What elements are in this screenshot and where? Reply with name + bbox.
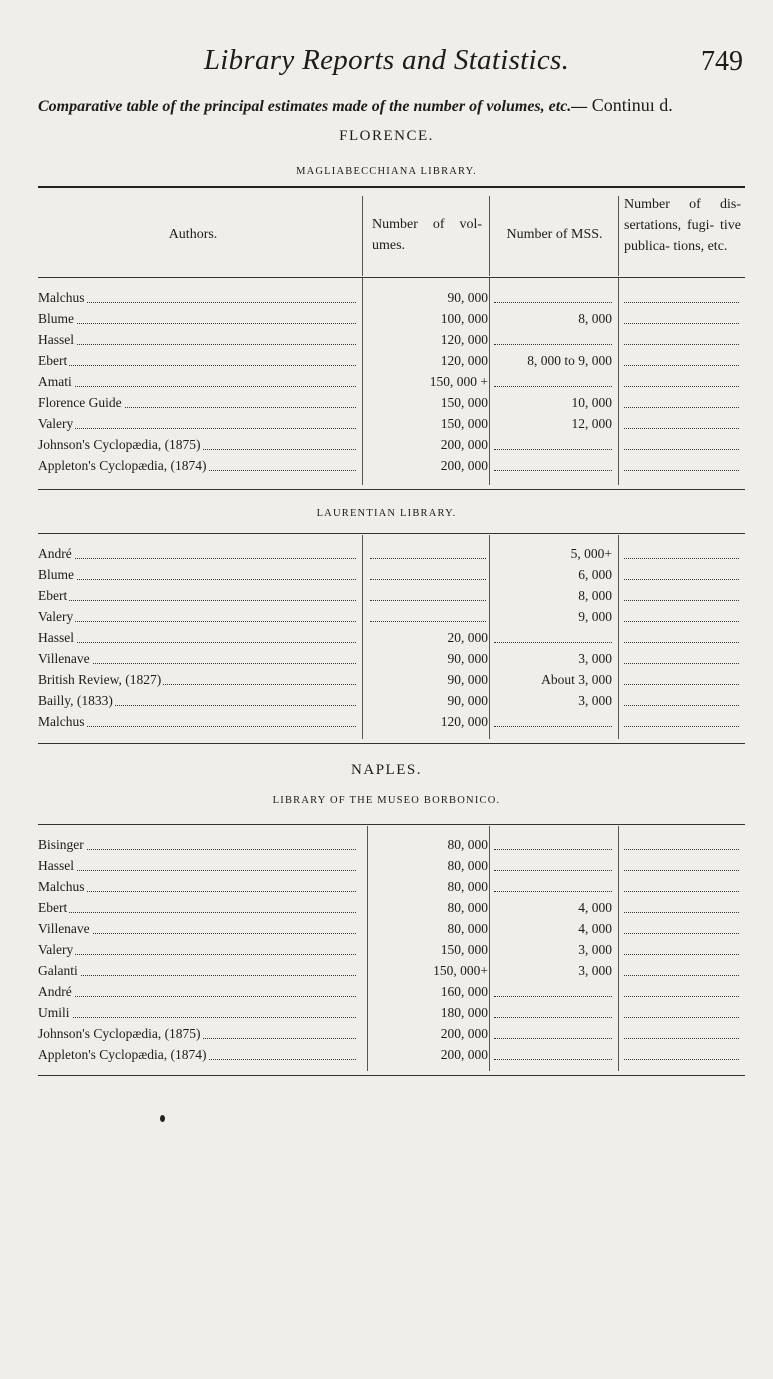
volumes-cell: 160, 000 xyxy=(440,984,488,999)
mss-cell: 4, 000 xyxy=(578,921,612,936)
author-name: Bailly, (1833) xyxy=(38,693,113,708)
dissertations-cell-empty xyxy=(620,350,745,371)
dissertations-cell-empty xyxy=(620,627,745,648)
author-name: Malchus xyxy=(38,879,85,894)
table-row xyxy=(38,287,745,308)
mss-cell-empty xyxy=(494,455,612,476)
mss-cell: 12, 000 xyxy=(571,416,612,431)
dot-leader xyxy=(624,1038,739,1039)
author-cell xyxy=(38,1002,362,1023)
table-row xyxy=(38,690,745,711)
dot-leader xyxy=(494,996,612,997)
dot-leader xyxy=(624,954,739,955)
mss-cell: About 3, 000 xyxy=(541,672,612,687)
table-row xyxy=(38,434,745,455)
dot-leader xyxy=(494,891,612,892)
dissertations-cell-empty xyxy=(620,711,745,732)
table-row xyxy=(38,392,745,413)
dot-leader xyxy=(624,579,739,580)
header-volumes: Number of vol- umes. xyxy=(372,217,482,253)
author-cell xyxy=(38,876,362,897)
dot-leader xyxy=(624,912,739,913)
dot-leader xyxy=(624,996,739,997)
volumes-cell: 80, 000 xyxy=(447,837,488,852)
author-name: Hassel xyxy=(38,630,74,645)
volumes-cell: 80, 000 xyxy=(447,858,488,873)
author-name: Malchus xyxy=(38,714,85,729)
dot-leader xyxy=(38,365,356,366)
table-row xyxy=(38,939,745,960)
author-cell xyxy=(38,543,362,564)
dissertations-cell-empty xyxy=(620,371,745,392)
mss-cell: 3, 000 xyxy=(578,693,612,708)
author-cell xyxy=(38,564,362,585)
dissertations-cell-empty xyxy=(620,981,745,1002)
dissertations-cell-empty xyxy=(620,308,745,329)
dissertations-cell-empty xyxy=(620,287,745,308)
mss-cell: 6, 000 xyxy=(578,567,612,582)
author-cell xyxy=(38,434,362,455)
dot-leader xyxy=(494,849,612,850)
dissertations-cell-empty xyxy=(620,434,745,455)
author-name: Johnson's Cyclopædia, (1875) xyxy=(38,437,201,452)
dot-leader xyxy=(38,912,356,913)
mss-cell: 9, 000 xyxy=(578,609,612,624)
table-row xyxy=(38,711,745,732)
dissertations-cell-empty xyxy=(620,918,745,939)
dot-leader xyxy=(624,386,739,387)
author-name: Ebert xyxy=(38,588,68,603)
table-caption xyxy=(38,95,758,116)
author-name: Valery xyxy=(38,942,74,957)
volumes-cell: 80, 000 xyxy=(447,900,488,915)
mss-cell-empty xyxy=(494,1002,612,1023)
author-name: Villenave xyxy=(38,651,90,666)
author-name: Hassel xyxy=(38,332,74,347)
author-cell xyxy=(38,627,362,648)
author-cell xyxy=(38,711,362,732)
author-cell xyxy=(38,350,362,371)
volumes-cell-empty xyxy=(368,564,488,585)
table-bottom-rule xyxy=(38,1075,745,1076)
library-heading-magliabecchiana: MAGLIABECCHIANA LIBRARY. xyxy=(296,166,477,177)
mss-cell-empty xyxy=(494,1023,612,1044)
mss-cell: 8, 000 xyxy=(578,311,612,326)
author-name: Ebert xyxy=(38,353,68,368)
dissertations-cell-empty xyxy=(620,939,745,960)
volumes-cell: 150, 000 + xyxy=(429,374,488,389)
table-top-rule xyxy=(38,824,745,825)
dot-leader xyxy=(624,849,739,850)
dot-leader xyxy=(370,579,486,580)
author-cell xyxy=(38,585,362,606)
mss-cell: 10, 000 xyxy=(571,395,612,410)
author-name: Malchus xyxy=(38,290,85,305)
table-row xyxy=(38,897,745,918)
table-row xyxy=(38,371,745,392)
table-row xyxy=(38,855,745,876)
volumes-cell-empty xyxy=(368,585,488,606)
mss-cell: 5, 000+ xyxy=(570,546,612,561)
author-name: Florence Guide xyxy=(38,395,122,410)
mss-cell-empty xyxy=(494,287,612,308)
dot-leader xyxy=(624,726,739,727)
region-heading-florence: FLORENCE. xyxy=(339,128,434,144)
dissertations-cell-empty xyxy=(620,392,745,413)
table-row xyxy=(38,329,745,350)
table-bottom-rule xyxy=(38,743,745,744)
dissertations-cell-empty xyxy=(620,606,745,627)
author-name: Valery xyxy=(38,609,74,624)
author-name: Appleton's Cyclopædia, (1874) xyxy=(38,1047,207,1062)
author-name: Villenave xyxy=(38,921,90,936)
volumes-cell: 150, 000 xyxy=(440,416,488,431)
dissertations-cell-empty xyxy=(620,585,745,606)
dot-leader xyxy=(370,600,486,601)
dot-leader xyxy=(624,558,739,559)
dot-leader xyxy=(38,975,356,976)
volumes-cell: 90, 000 xyxy=(447,651,488,666)
mss-cell: 8, 000 to 9, 000 xyxy=(527,353,612,368)
dot-leader xyxy=(494,726,612,727)
table-row xyxy=(38,455,745,476)
author-name: Umili xyxy=(38,1005,70,1020)
table-row xyxy=(38,1002,745,1023)
table-magliabecchiana xyxy=(38,186,745,491)
dot-leader xyxy=(494,449,612,450)
mss-cell: 3, 000 xyxy=(578,942,612,957)
volumes-cell: 120, 000 xyxy=(440,353,488,368)
dot-leader xyxy=(624,600,739,601)
table-top-rule xyxy=(38,186,745,188)
header-authors: Authors. xyxy=(168,227,218,242)
dot-leader xyxy=(494,1038,612,1039)
volumes-cell: 80, 000 xyxy=(447,879,488,894)
dot-leader xyxy=(624,449,739,450)
dissertations-cell-empty xyxy=(620,564,745,585)
dot-leader xyxy=(624,642,739,643)
dissertations-cell-empty xyxy=(620,669,745,690)
dot-leader xyxy=(624,323,739,324)
author-cell xyxy=(38,690,362,711)
author-cell xyxy=(38,1044,362,1065)
dot-leader xyxy=(624,470,739,471)
volumes-cell: 200, 000 xyxy=(440,1047,488,1062)
running-title: Library Reports and Statistics. xyxy=(203,44,570,76)
printer-mark xyxy=(160,1115,165,1122)
dot-leader xyxy=(38,428,356,429)
volumes-cell: 120, 000 xyxy=(440,714,488,729)
dot-leader xyxy=(38,1017,356,1018)
volumes-cell: 120, 000 xyxy=(440,332,488,347)
dot-leader xyxy=(624,344,739,345)
dot-leader xyxy=(624,407,739,408)
dissertations-cell-empty xyxy=(620,1002,745,1023)
dissertations-cell-empty xyxy=(620,413,745,434)
dot-leader xyxy=(38,600,356,601)
mss-cell-empty xyxy=(494,329,612,350)
mss-cell-empty xyxy=(494,434,612,455)
volumes-cell: 100, 000 xyxy=(440,311,488,326)
author-cell xyxy=(38,392,362,413)
volumes-cell: 150, 000 xyxy=(440,942,488,957)
table-row xyxy=(38,669,745,690)
dissertations-cell-empty xyxy=(620,543,745,564)
table-top-rule xyxy=(38,533,745,534)
table-row xyxy=(38,585,745,606)
author-cell xyxy=(38,834,362,855)
dot-leader xyxy=(38,870,356,871)
dot-leader xyxy=(494,344,612,345)
volumes-cell: 200, 000 xyxy=(440,1026,488,1041)
author-cell xyxy=(38,308,362,329)
table-row xyxy=(38,543,745,564)
dot-leader xyxy=(494,1059,612,1060)
mss-cell-empty xyxy=(494,876,612,897)
table-row xyxy=(38,1023,745,1044)
caption-text: Comparative table of the principal estimates made of the number of volumes, etc.— xyxy=(38,98,588,115)
author-name: Amati xyxy=(38,374,72,389)
mss-cell: 3, 000 xyxy=(578,651,612,666)
dot-leader xyxy=(624,365,739,366)
author-name: British Review, (1827) xyxy=(38,672,162,687)
dot-leader xyxy=(38,642,356,643)
author-cell xyxy=(38,287,362,308)
dissertations-cell-empty xyxy=(620,1044,745,1065)
table-row xyxy=(38,606,745,627)
dissertations-cell-empty xyxy=(620,1023,745,1044)
volumes-cell: 20, 000 xyxy=(447,630,488,645)
column-divider xyxy=(489,196,490,276)
header-rule xyxy=(38,277,745,278)
mss-cell-empty xyxy=(494,981,612,1002)
dot-leader xyxy=(38,558,356,559)
dissertations-cell-empty xyxy=(620,960,745,981)
volumes-cell: 180, 000 xyxy=(440,1005,488,1020)
dot-leader xyxy=(624,302,739,303)
table-row xyxy=(38,564,745,585)
author-cell xyxy=(38,855,362,876)
mss-cell: 4, 000 xyxy=(578,900,612,915)
mss-cell-empty xyxy=(494,855,612,876)
dot-leader xyxy=(624,621,739,622)
table-row xyxy=(38,981,745,1002)
table-laurentian xyxy=(38,533,745,748)
table-row xyxy=(38,648,745,669)
dissertations-cell-empty xyxy=(620,648,745,669)
mss-cell: 8, 000 xyxy=(578,588,612,603)
table-row xyxy=(38,876,745,897)
author-cell xyxy=(38,939,362,960)
table-row xyxy=(38,918,745,939)
volumes-cell-empty xyxy=(368,543,488,564)
author-cell xyxy=(38,981,362,1002)
dot-leader xyxy=(38,386,356,387)
mss-cell-empty xyxy=(494,371,612,392)
page-number: 749 xyxy=(701,46,743,77)
dissertations-cell-empty xyxy=(620,690,745,711)
column-divider xyxy=(362,196,363,276)
library-heading-laurentian: LAURENTIAN LIBRARY. xyxy=(316,508,457,519)
dot-leader xyxy=(494,642,612,643)
dissertations-cell-empty xyxy=(620,855,745,876)
dot-leader xyxy=(624,891,739,892)
dot-leader xyxy=(624,684,739,685)
dot-leader xyxy=(494,386,612,387)
table-row xyxy=(38,1044,745,1065)
mss-cell-empty xyxy=(494,834,612,855)
volumes-cell: 90, 000 xyxy=(447,672,488,687)
author-name: Valery xyxy=(38,416,74,431)
author-cell xyxy=(38,606,362,627)
dot-leader xyxy=(370,621,486,622)
table-row xyxy=(38,350,745,371)
volumes-cell: 150, 000+ xyxy=(433,963,488,978)
author-name: André xyxy=(38,984,72,999)
mss-cell-empty xyxy=(494,711,612,732)
dissertations-cell-empty xyxy=(620,834,745,855)
region-heading-naples: NAPLES. xyxy=(351,762,422,778)
dot-leader xyxy=(624,933,739,934)
author-cell xyxy=(38,918,362,939)
table-museo-borbonico xyxy=(38,824,745,1080)
dot-leader xyxy=(624,663,739,664)
running-head xyxy=(0,44,773,84)
author-cell xyxy=(38,329,362,350)
author-cell xyxy=(38,1023,362,1044)
table-row xyxy=(38,627,745,648)
author-cell xyxy=(38,669,362,690)
author-name: Blume xyxy=(38,311,74,326)
dot-leader xyxy=(494,302,612,303)
column-divider xyxy=(618,196,619,276)
dot-leader xyxy=(624,975,739,976)
author-name: Hassel xyxy=(38,858,74,873)
mss-cell-empty xyxy=(494,1044,612,1065)
dot-leader xyxy=(38,621,356,622)
mss-cell-empty xyxy=(494,627,612,648)
author-name: André xyxy=(38,546,72,561)
header-dissertations: Number of dis- sertations, fugi- tive publica- tions, etc. xyxy=(624,197,741,254)
author-cell xyxy=(38,960,362,981)
volumes-cell: 80, 000 xyxy=(447,921,488,936)
volumes-cell: 200, 000 xyxy=(440,458,488,473)
dot-leader xyxy=(370,558,486,559)
volumes-cell: 200, 000 xyxy=(440,437,488,452)
volumes-cell-empty xyxy=(368,606,488,627)
volumes-cell: 90, 000 xyxy=(447,693,488,708)
author-name: Bisinger xyxy=(38,837,84,852)
table-row xyxy=(38,960,745,981)
dot-leader xyxy=(38,323,356,324)
dot-leader xyxy=(38,954,356,955)
table-row xyxy=(38,834,745,855)
dot-leader xyxy=(624,428,739,429)
table-row xyxy=(38,308,745,329)
author-cell xyxy=(38,413,362,434)
mss-cell: 3, 000 xyxy=(578,963,612,978)
dot-leader xyxy=(494,1017,612,1018)
dot-leader xyxy=(494,870,612,871)
volumes-cell: 150, 000 xyxy=(440,395,488,410)
dot-leader xyxy=(624,870,739,871)
dissertations-cell-empty xyxy=(620,876,745,897)
dissertations-cell-empty xyxy=(620,897,745,918)
author-cell xyxy=(38,371,362,392)
table-row xyxy=(38,413,745,434)
author-cell xyxy=(38,897,362,918)
dot-leader xyxy=(624,1059,739,1060)
dissertations-cell-empty xyxy=(620,455,745,476)
dot-leader xyxy=(38,344,356,345)
header-mss: Number of MSS. xyxy=(506,227,603,242)
caption-continued: Continuı d. xyxy=(587,95,673,115)
dissertations-cell-empty xyxy=(620,329,745,350)
volumes-cell: 90, 000 xyxy=(447,290,488,305)
author-name: Johnson's Cyclopædia, (1875) xyxy=(38,1026,201,1041)
dot-leader xyxy=(494,470,612,471)
dot-leader xyxy=(624,1017,739,1018)
table-bottom-rule xyxy=(38,489,745,490)
author-name: Blume xyxy=(38,567,74,582)
author-name: Galanti xyxy=(38,963,78,978)
dot-leader xyxy=(38,996,356,997)
library-heading-museo-borbonico: LIBRARY OF THE MUSEO BORBONICO. xyxy=(272,795,501,806)
dot-leader xyxy=(38,579,356,580)
author-cell xyxy=(38,648,362,669)
author-name: Appleton's Cyclopædia, (1874) xyxy=(38,458,207,473)
dot-leader xyxy=(624,705,739,706)
author-name: Ebert xyxy=(38,900,68,915)
author-cell xyxy=(38,455,362,476)
